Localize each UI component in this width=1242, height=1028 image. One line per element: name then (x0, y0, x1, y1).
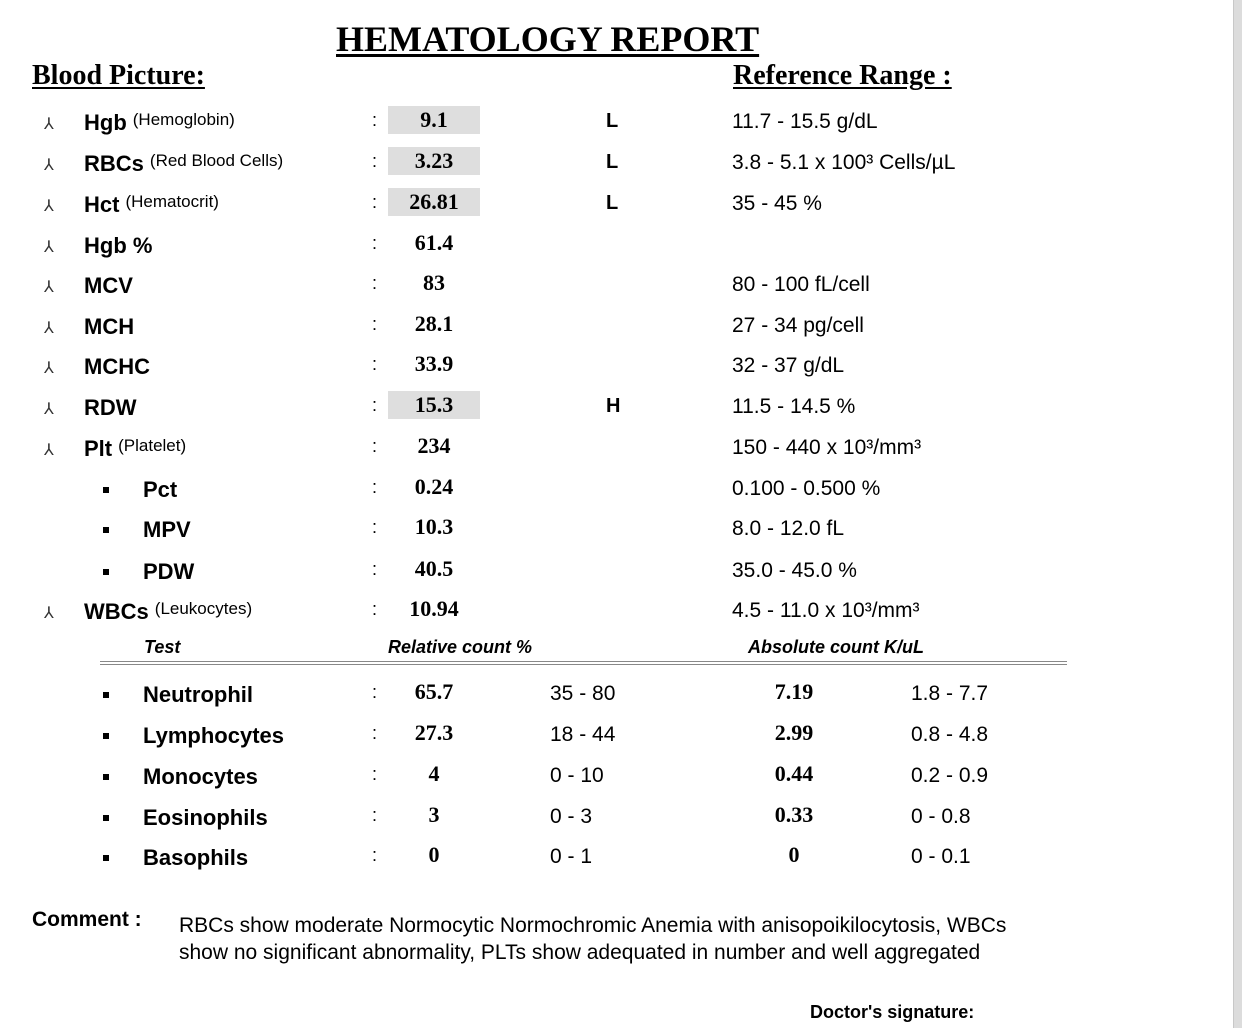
relative-value: 3 (428, 802, 440, 827)
test-value: 10.3 (414, 514, 454, 539)
divider-line (100, 661, 1067, 662)
absolute-value: 0 (788, 842, 800, 867)
cell-name: Lymphocytes (143, 723, 285, 748)
test-name: WBCs $^{(Leukocytes)}$ (84, 599, 253, 624)
arrow-bullet-icon: ⅄ (44, 401, 54, 418)
test-name: MCV (84, 273, 133, 298)
arrow-bullet-icon: ⅄ (44, 116, 54, 133)
reference-range: 11.7 - 15.5 g/dL (732, 110, 878, 133)
test-row-hgb-percent (0, 227, 1242, 267)
test-value: 9.1 (388, 106, 480, 134)
colon: : (372, 723, 378, 743)
colon: : (372, 273, 378, 293)
test-row-mpv (0, 511, 1242, 551)
arrow-bullet-icon: ⅄ (44, 360, 54, 377)
flag-low: L (606, 151, 619, 173)
absolute-value: 2.99 (774, 720, 814, 745)
divider-line (100, 664, 1067, 665)
test-name: Hct $^{(Hematocrit)}$ (84, 192, 219, 217)
test-value: 83 (423, 270, 445, 295)
colon: : (372, 517, 378, 537)
arrow-bullet-icon: ⅄ (44, 442, 54, 459)
colon: : (372, 682, 378, 702)
reference-range: 80 - 100 fL/cell (732, 273, 870, 296)
test-row-rdw (0, 389, 1242, 429)
cell-name: Monocytes (143, 764, 258, 789)
reference-range: 150 - 440 x 10³/mm³ (732, 436, 922, 459)
colon: : (372, 151, 378, 171)
colon: : (372, 559, 378, 579)
diff-row-basophils (0, 839, 1242, 879)
relative-range: 0 - 10 (550, 764, 604, 787)
test-value: 26.81 (388, 188, 480, 216)
blood-picture-heading: Blood Picture: (32, 60, 205, 91)
colon: : (372, 233, 378, 253)
test-value: 28.1 (414, 311, 454, 336)
arrow-bullet-icon: ⅄ (44, 198, 54, 215)
test-row-hgb (0, 104, 1242, 144)
colon: : (372, 477, 378, 497)
colon: : (372, 110, 378, 130)
relative-value: 0 (428, 842, 440, 867)
relative-range: 35 - 80 (550, 682, 616, 705)
colon: : (372, 354, 378, 374)
test-value: 234 (417, 433, 451, 458)
test-value: 10.94 (409, 596, 459, 621)
comment-label: Comment : (32, 908, 142, 931)
colon: : (372, 436, 378, 456)
square-bullet-icon (103, 569, 109, 575)
test-value: 61.4 (414, 230, 454, 255)
absolute-value: 0.33 (774, 802, 814, 827)
comment-line-2: show no significant abnormality, PLTs show adequated in number and well aggregated (179, 941, 981, 964)
absolute-range: 1.8 - 7.7 (911, 682, 989, 705)
square-bullet-icon (103, 692, 109, 698)
colon: : (372, 599, 378, 619)
absolute-range: 0.8 - 4.8 (911, 723, 989, 746)
cell-name: Eosinophils (143, 805, 268, 830)
header-absolute-count: Absolute count K/uL (748, 637, 924, 657)
square-bullet-icon (103, 733, 109, 739)
colon: : (372, 805, 378, 825)
square-bullet-icon (103, 815, 109, 821)
test-name: Pct (143, 477, 178, 502)
relative-range: 18 - 44 (550, 723, 616, 746)
test-row-mcv (0, 267, 1242, 307)
diff-row-eosinophils (0, 799, 1242, 839)
test-name: Hgb $^{(Hemoglobin)}$ (84, 110, 235, 135)
absolute-range: 0 - 0.1 (911, 845, 971, 868)
header-test: Test (144, 637, 181, 657)
square-bullet-icon (103, 487, 109, 493)
relative-range: 0 - 1 (550, 845, 593, 868)
relative-value: 27.3 (414, 720, 454, 745)
doctor-signature-label: Doctor's signature: (810, 1002, 975, 1022)
test-row-plt (0, 430, 1242, 470)
reference-range: 0.100 - 0.500 % (732, 477, 881, 500)
report-title: HEMATOLOGY REPORT (336, 19, 760, 59)
test-name: RBCs $^{(Red Blood Cells)}$ (84, 151, 284, 176)
reference-range: 11.5 - 14.5 % (732, 395, 856, 418)
test-name: Plt $^{(Platelet)}$ (84, 436, 187, 461)
reference-range: 35 - 45 % (732, 192, 822, 215)
test-value: 0.24 (414, 474, 454, 499)
arrow-bullet-icon: ⅄ (44, 157, 54, 174)
test-row-pdw (0, 553, 1242, 593)
test-name: Hgb % (84, 233, 153, 258)
test-row-mchc (0, 348, 1242, 388)
reference-range: 3.8 - 5.1 x 100³ Cells/µL (732, 151, 956, 174)
square-bullet-icon (103, 774, 109, 780)
colon: : (372, 764, 378, 784)
arrow-bullet-icon: ⅄ (44, 605, 54, 622)
absolute-range: 0 - 0.8 (911, 805, 971, 828)
test-row-mch (0, 308, 1242, 348)
relative-value: 4 (428, 761, 440, 786)
test-row-pct (0, 471, 1242, 511)
diff-row-lymphocytes (0, 717, 1242, 757)
diff-row-neutrophil (0, 676, 1242, 716)
test-name: PDW (143, 559, 195, 584)
arrow-bullet-icon: ⅄ (44, 239, 54, 256)
comment-line-1: RBCs show moderate Normocytic Normochromic Anemia with anisopoikilocytosis, WBCs (179, 914, 1007, 937)
arrow-bullet-icon: ⅄ (44, 279, 54, 296)
test-value: 33.9 (414, 351, 454, 376)
square-bullet-icon (103, 527, 109, 533)
reference-range: 32 - 37 g/dL (732, 354, 845, 377)
test-name: MCH (84, 314, 135, 339)
relative-value: 65.7 (414, 679, 454, 704)
test-name: MCHC (84, 354, 150, 379)
reference-range: 4.5 - 11.0 x 10³/mm³ (732, 599, 920, 622)
test-value: 40.5 (414, 556, 454, 581)
absolute-value: 0.44 (774, 761, 814, 786)
test-row-rbcs (0, 145, 1242, 185)
test-row-hct (0, 186, 1242, 226)
reference-range: 35.0 - 45.0 % (732, 559, 857, 582)
reference-range: 27 - 34 pg/cell (732, 314, 864, 337)
test-value: 15.3 (388, 391, 480, 419)
reference-range: 8.0 - 12.0 fL (732, 517, 845, 540)
absolute-range: 0.2 - 0.9 (911, 764, 989, 787)
test-name: MPV (143, 517, 191, 542)
header-relative-count: Relative count % (388, 637, 533, 657)
reference-range-heading: Reference Range : (733, 60, 952, 91)
colon: : (372, 314, 378, 334)
relative-range: 0 - 3 (550, 805, 593, 828)
arrow-bullet-icon: ⅄ (44, 320, 54, 337)
flag-low: L (606, 192, 619, 214)
test-row-wbcs (0, 593, 1242, 633)
absolute-value: 7.19 (774, 679, 814, 704)
square-bullet-icon (103, 855, 109, 861)
colon: : (372, 192, 378, 212)
flag-high: H (606, 395, 621, 417)
flag-low: L (606, 110, 619, 132)
test-value: 3.23 (388, 147, 480, 175)
colon: : (372, 845, 378, 865)
cell-name: Basophils (143, 845, 249, 870)
cell-name: Neutrophil (143, 682, 253, 707)
test-name: RDW (84, 395, 137, 420)
diff-row-monocytes (0, 758, 1242, 798)
colon: : (372, 395, 378, 415)
